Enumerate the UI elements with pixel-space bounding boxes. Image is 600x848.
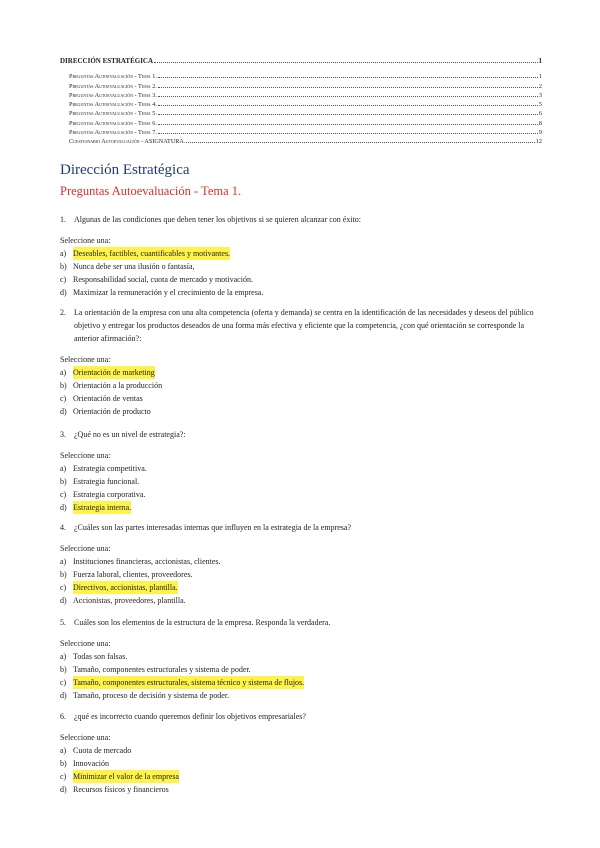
toc-page-number: 1 (538, 73, 542, 81)
option-text: Recursos físicos y financieros (73, 785, 169, 794)
option-text: Maximizar la remuneración y el crecimiento de la empresa. (73, 288, 264, 297)
question-block (60, 428, 540, 514)
option-letter: b) (60, 665, 67, 674)
toc-page-number: 12 (535, 138, 542, 146)
answer-option[interactable] (60, 405, 540, 418)
question-text (60, 213, 540, 226)
question-text (60, 521, 540, 534)
answer-option[interactable] (60, 650, 540, 663)
select-label: Seleccione una: (60, 236, 111, 245)
toc-entry[interactable] (60, 80, 542, 89)
option-letter: d) (60, 288, 67, 297)
toc-page-number: 2 (538, 82, 542, 90)
question-block (60, 616, 540, 702)
toc-entry-label: Preguntas Autoevaluación - Tema 4. (69, 101, 157, 109)
answer-option[interactable] (60, 392, 540, 405)
question-block (60, 710, 540, 796)
option-letter: c) (60, 275, 67, 284)
question-number: 6. (60, 712, 66, 721)
question-text (60, 710, 540, 723)
option-text: Responsabilidad social, cuota de mercado y motivación. (73, 275, 253, 284)
toc-entry-label: Preguntas Autoevaluación - Tema 3. (69, 91, 157, 99)
option-letter: d) (60, 503, 67, 512)
toc-entry-label: Preguntas Autoevaluación - Tema 6. (69, 119, 157, 127)
answer-option[interactable] (60, 770, 540, 783)
option-letter: a) (60, 557, 67, 566)
select-label: Seleccione una: (60, 639, 111, 648)
question-statement: ¿Qué no es un nivel de estrategia?: (74, 430, 186, 439)
option-text: Instituciones financieras, accionistas, clientes. (73, 557, 221, 566)
option-letter: b) (60, 759, 67, 768)
answer-option[interactable] (60, 689, 540, 702)
question-number: 3. (60, 430, 66, 439)
answer-option[interactable] (60, 744, 540, 757)
option-letter: d) (60, 785, 67, 794)
option-letter: b) (60, 262, 67, 271)
option-letter: a) (60, 249, 67, 258)
question-text (60, 306, 540, 345)
answer-option[interactable] (60, 581, 540, 594)
question-text (60, 428, 540, 441)
toc-page-number: 6 (538, 110, 542, 118)
select-label: Seleccione una: (60, 544, 111, 553)
question-block (60, 213, 540, 299)
option-letter: c) (60, 583, 67, 592)
toc-leader (158, 114, 538, 115)
question-number: 1. (60, 215, 66, 224)
toc-page-number: 9 (538, 129, 542, 137)
answer-option[interactable] (60, 462, 540, 475)
toc-entry-label: Preguntas Autoevaluación - Tema 1. (69, 73, 157, 81)
option-text-correct: Tamaño, componentes estructurales, sistema técnico y sistema de flujos. (73, 678, 305, 687)
answer-option[interactable] (60, 379, 540, 392)
question-statement: Cuáles son los elementos de la estructura de la empresa. Responda la verdadera. (74, 618, 331, 627)
option-text: Cuota de mercado (73, 746, 132, 755)
option-letter: c) (60, 772, 67, 781)
page-title: Dirección Estratégica (60, 162, 190, 178)
answer-option[interactable] (60, 501, 540, 514)
toc-entry[interactable] (60, 108, 542, 117)
table-of-contents (60, 55, 542, 145)
toc-main-entry[interactable] (60, 55, 542, 65)
option-text: Fuerza laboral, clientes, proveedores. (73, 570, 193, 579)
toc-entry[interactable] (60, 71, 542, 80)
toc-page-number: 1 (538, 57, 542, 65)
option-text-correct: Directivos, accionistas, plantilla. (73, 583, 178, 592)
option-text: Estrategia corporativa. (73, 490, 146, 499)
answer-option[interactable] (60, 475, 540, 488)
toc-leader (158, 124, 538, 125)
option-letter: a) (60, 652, 67, 661)
answer-option[interactable] (60, 568, 540, 581)
option-letter: a) (60, 368, 67, 377)
option-letter: a) (60, 464, 67, 473)
answer-option[interactable] (60, 663, 540, 676)
option-letter: b) (60, 381, 67, 390)
option-text: Accionistas, proveedores, plantilla. (73, 596, 186, 605)
option-letter: b) (60, 570, 67, 579)
option-text: Tamaño, componentes estructurales y sistema de poder. (73, 665, 251, 674)
question-block (60, 306, 540, 418)
toc-leader (186, 142, 534, 143)
toc-leader (154, 62, 537, 63)
select-label: Seleccione una: (60, 451, 111, 460)
answer-option[interactable] (60, 286, 540, 299)
option-text: Todas son falsas. (73, 652, 128, 661)
question-text (60, 616, 540, 629)
option-text: Orientación de producto (73, 407, 151, 416)
select-label: Seleccione una: (60, 733, 111, 742)
option-letter: b) (60, 477, 67, 486)
option-text: Estrategia competitiva. (73, 464, 147, 473)
toc-entry[interactable] (60, 90, 542, 99)
question-number: 4. (60, 523, 66, 532)
option-text: Innovación (73, 759, 109, 768)
question-statement: ¿qué es incorrecto cuando queremos definir los objetivos empresariales? (74, 712, 306, 721)
toc-main-label: DIRECCIÓN ESTRATÉGICA (60, 57, 154, 65)
option-letter: c) (60, 394, 67, 403)
option-letter: d) (60, 691, 67, 700)
question-block (60, 521, 540, 607)
toc-entry[interactable] (60, 117, 542, 126)
question-statement: ¿Cuáles son las partes interesadas internas que influyen en la estrategia de la empresa? (74, 523, 351, 532)
answer-option[interactable] (60, 594, 540, 607)
option-letter: c) (60, 678, 67, 687)
question-statement: La orientación de la empresa con una alta competencia (oferta y demanda) se centra en la identificación de las necesidades y deseos del público objetivo y entregar los productos deseados de una forma más efectiva y eficiente que la competencia, ¿con qué orientación se corresponde la anterior afirmación?: (74, 308, 534, 343)
toc-entry[interactable] (60, 99, 542, 108)
toc-page-number: 3 (538, 91, 542, 99)
option-letter: d) (60, 596, 67, 605)
option-text: Orientación a la producción (73, 381, 163, 390)
toc-page-number: 8 (538, 119, 542, 127)
toc-leader (158, 96, 538, 97)
option-text: Orientación de ventas (73, 394, 143, 403)
select-label: Seleccione una: (60, 355, 111, 364)
answer-option[interactable] (60, 555, 540, 568)
toc-entry[interactable] (60, 136, 542, 145)
toc-entry-label: Cuestionario Autoevaluación - ASIGNATURA. (69, 138, 186, 146)
toc-entry[interactable] (60, 127, 542, 136)
answer-option[interactable] (60, 247, 540, 260)
toc-leader (158, 133, 538, 134)
option-text-correct: Minimizar el valor de la empresa (73, 772, 179, 781)
answer-option[interactable] (60, 273, 540, 286)
toc-leader (158, 105, 538, 106)
option-letter: c) (60, 490, 67, 499)
answer-option[interactable] (60, 488, 540, 501)
answer-option[interactable] (60, 757, 540, 770)
question-statement: Algunas de las condiciones que deben tener los objetivos si se quieren alcanzar con éxito: (74, 215, 362, 224)
toc-entry-label: Preguntas Autoevaluación - Tema 5. (69, 110, 157, 118)
option-text: Nunca debe ser una ilusión o fantasía, (73, 262, 195, 271)
option-text-correct: Estrategia interna. (73, 503, 132, 512)
toc-entry-label: Preguntas Autoevaluación - Tema 7. (69, 129, 157, 137)
toc-entry-label: Preguntas Autoevaluación - Tema 2. (69, 82, 157, 90)
toc-leader (158, 77, 538, 78)
section-subtitle: Preguntas Autoevaluación - Tema 1. (60, 184, 242, 198)
option-text-correct: Deseables, factibles, cuantificables y motivantes. (73, 249, 231, 258)
option-text: Tamaño, proceso de decisión y sistema de poder. (73, 691, 230, 700)
option-text-correct: Orientación de marketing (73, 368, 155, 377)
answer-option[interactable] (60, 783, 540, 796)
answer-option[interactable] (60, 260, 540, 273)
toc-page-number: 5 (538, 101, 542, 109)
question-number: 5. (60, 618, 66, 627)
option-text: Estrategia funcional. (73, 477, 140, 486)
question-number: 2. (60, 308, 66, 317)
answer-option[interactable] (60, 676, 540, 689)
option-letter: a) (60, 746, 67, 755)
answer-option[interactable] (60, 366, 540, 379)
toc-leader (158, 87, 538, 88)
option-letter: d) (60, 407, 67, 416)
